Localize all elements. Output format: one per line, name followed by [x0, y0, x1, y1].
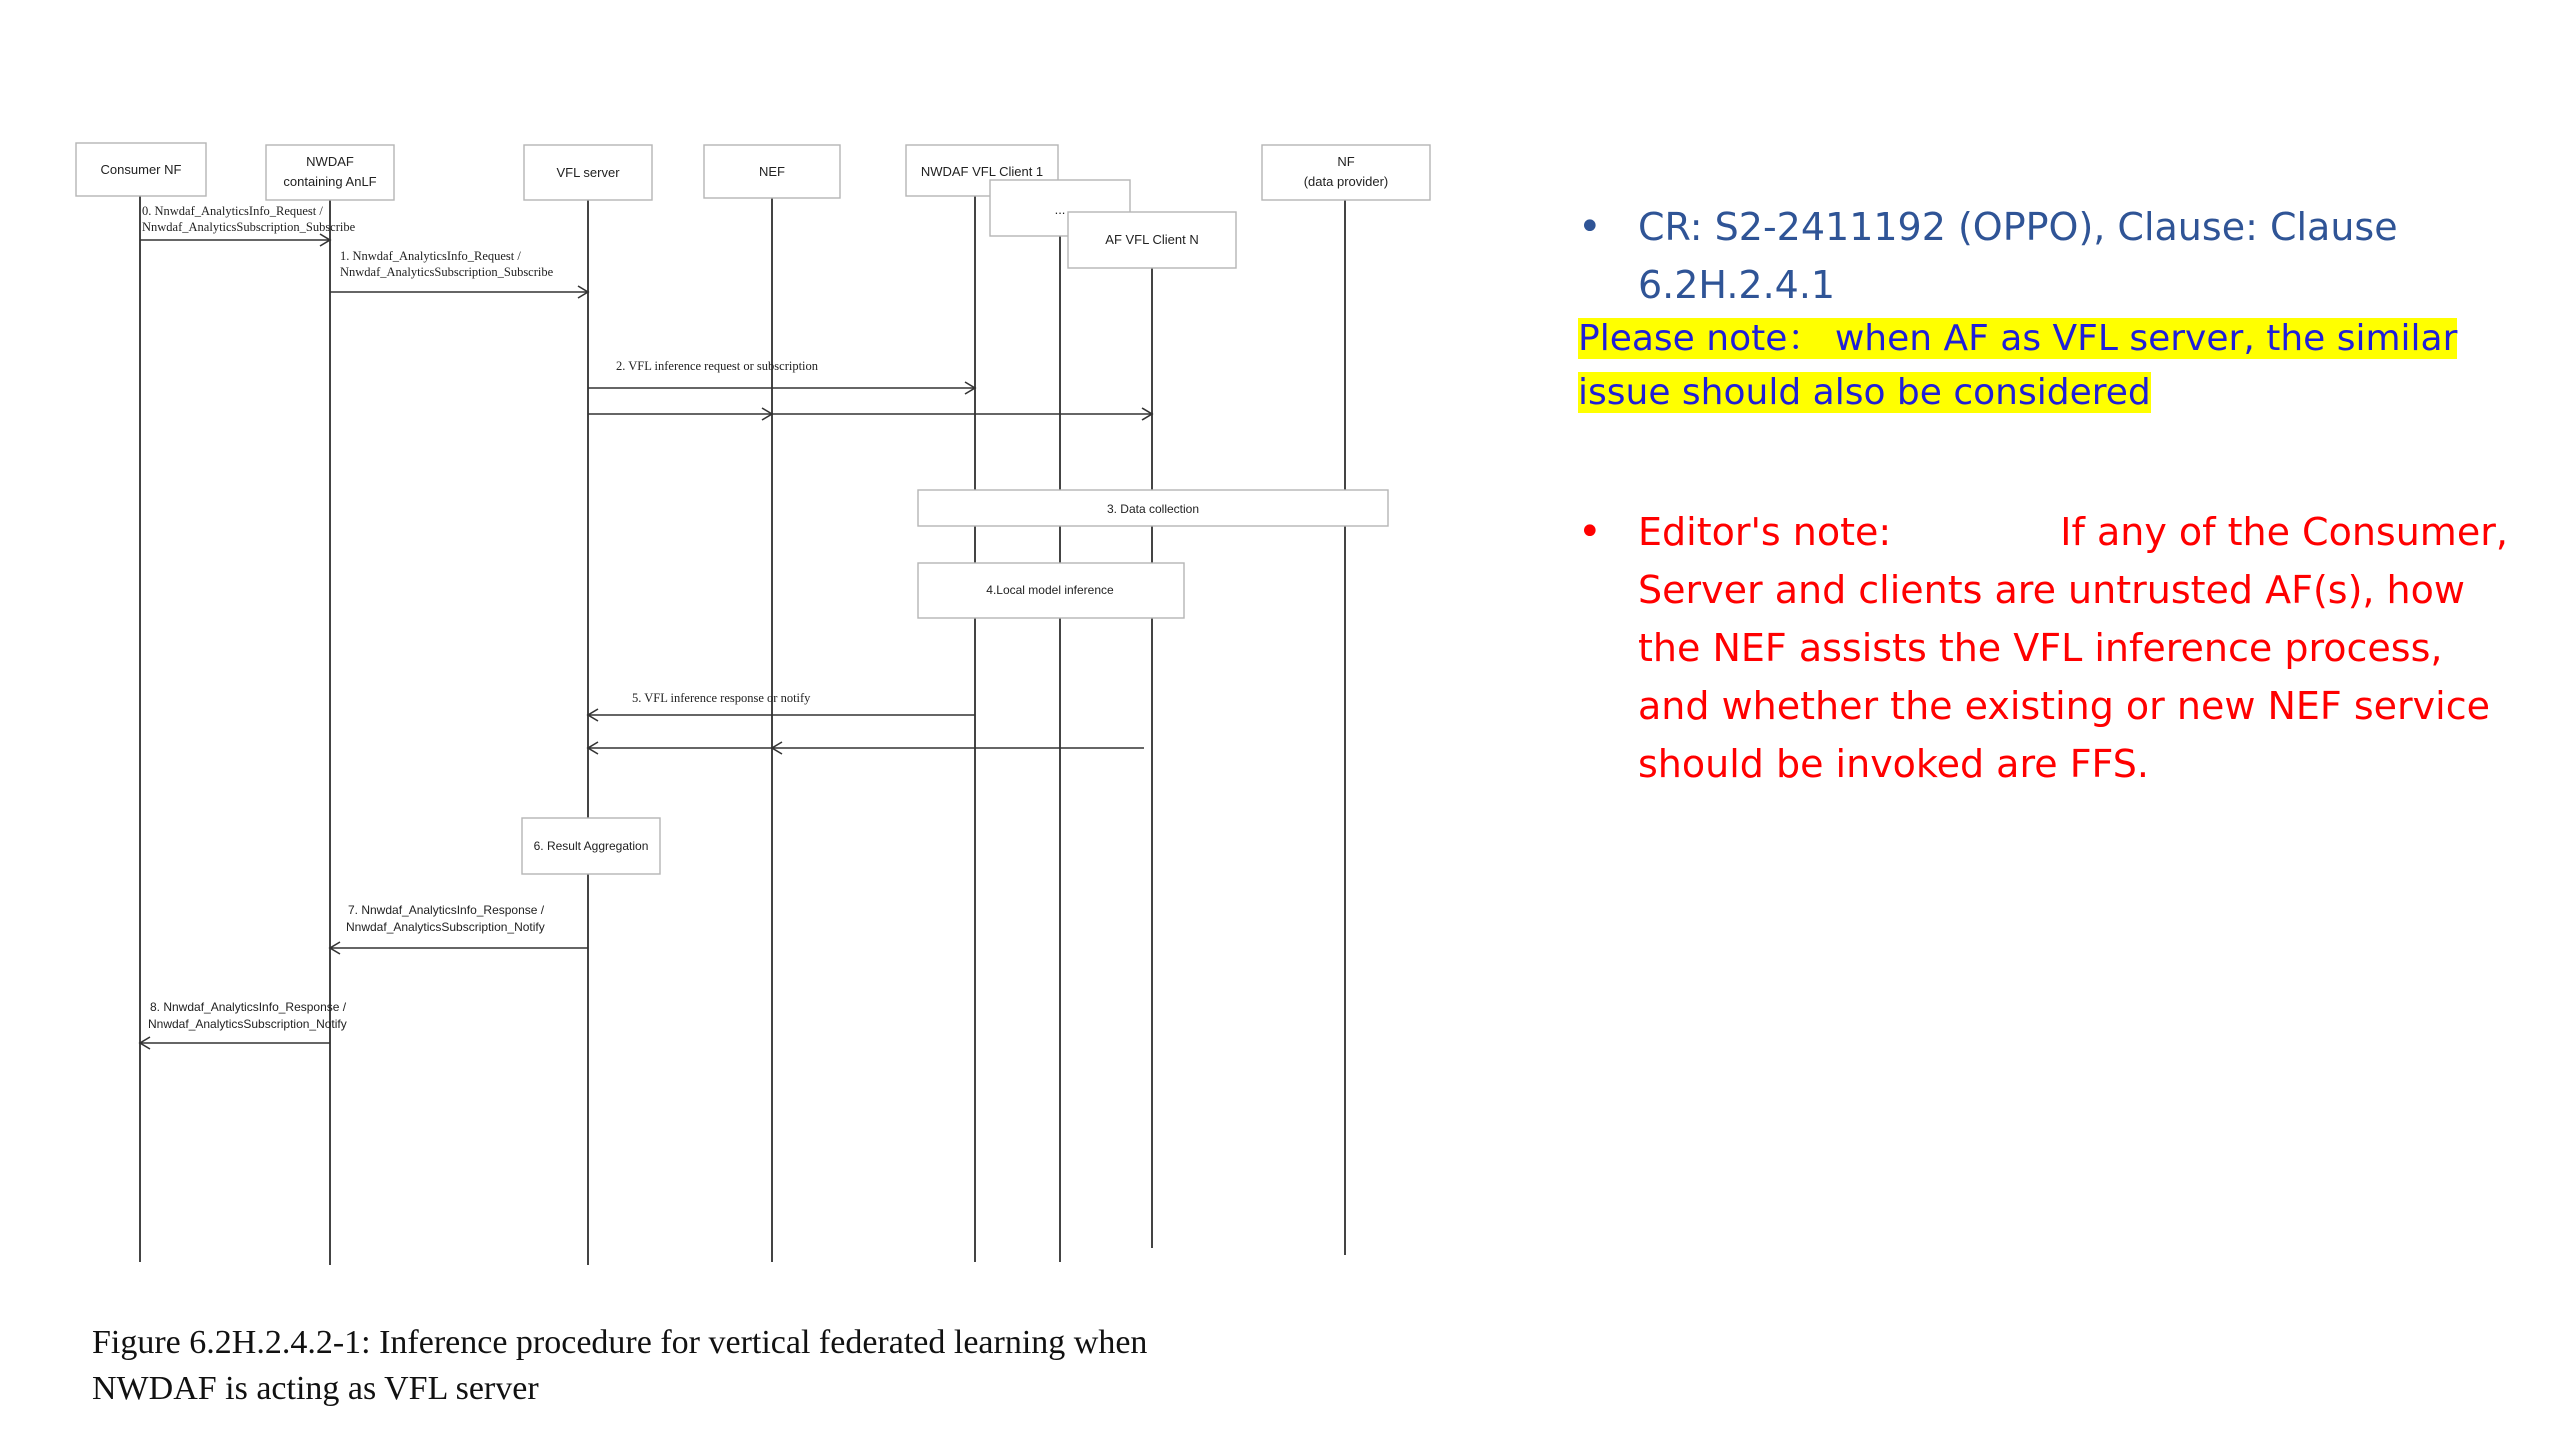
message-8: [140, 1000, 347, 1049]
message-0: [140, 204, 356, 246]
participant-nef: [704, 145, 840, 198]
message-label: 2. VFL inference request or subscription: [616, 359, 819, 373]
participant-label: NWDAF: [306, 154, 354, 169]
participant-label: VFL server: [556, 165, 620, 180]
step-6-result-aggregation: [522, 818, 660, 874]
step-3-data-collection: [918, 490, 1388, 526]
bullet-marker: •: [1578, 509, 1602, 555]
step-label: 3. Data collection: [1106, 502, 1200, 516]
caption-line-1: Figure 6.2H.2.4.2-1: Inference procedure for vertical federated learning when: [92, 1324, 1148, 1361]
participant-label: AF VFL Client N: [1105, 232, 1199, 247]
highlighted-note: [1578, 312, 2538, 420]
participant-label: NWDAF VFL Client 1: [920, 164, 1044, 179]
step-4-local-model-inference: [918, 563, 1184, 618]
participant-nwdaf: [266, 145, 394, 200]
participant-label: (data provider): [1303, 174, 1389, 189]
caption-line-2: NWDAF is acting as VFL server: [92, 1370, 539, 1407]
participant-consumer-nf: [76, 143, 206, 196]
message-label: Nnwdaf_AnalyticsSubscription_Subscribe: [340, 265, 554, 279]
editors-note-text: Editor's note: If any of the Consumer, Server and clients are untrusted AF(s), how the NEF assists the VFL inference process, and whether the existing or new NEF service should be invoked are FFS.: [1638, 510, 2520, 786]
figure-caption: [92, 1320, 1392, 1412]
message-label: 5. VFL inference response or notify: [632, 691, 811, 705]
bullet-marker: •: [1578, 204, 1602, 250]
editors-note-bullet: [1578, 503, 2520, 793]
message-5a: [588, 691, 975, 721]
participant-label: ...: [1054, 202, 1066, 217]
message-1: [330, 249, 588, 298]
message-label: 1. Nnwdaf_AnalyticsInfo_Request /: [340, 249, 521, 263]
message-2a: [588, 359, 975, 394]
message-label: Nnwdaf_AnalyticsSubscription_Subscribe: [142, 220, 356, 234]
message-label: Nnwdaf_AnalyticsSubscription_Notify: [148, 1017, 347, 1031]
message-label: 0. Nnwdaf_AnalyticsInfo_Request /: [142, 204, 323, 218]
participant-vfl-server: [524, 145, 652, 200]
participant-label: NEF: [759, 164, 785, 179]
participant-nf-data-provider: [1262, 145, 1430, 200]
message-label: 7. Nnwdaf_AnalyticsInfo_Response /: [348, 903, 545, 917]
participant-label: containing AnLF: [283, 174, 377, 189]
participant-label: NF: [1337, 154, 1355, 169]
message-label: Nnwdaf_AnalyticsSubscription_Notify: [346, 920, 545, 934]
cr-bullet: [1578, 198, 2478, 314]
cr-text: CR: S2-2411192 (OPPO), Clause: Clause 6.2H.2.4.1: [1638, 205, 2398, 307]
note-line-1: Please note： when AF as VFL server, the similar: [1578, 318, 2458, 359]
message-2b: [588, 408, 1152, 420]
note-line-2: issue should also be considered: [1578, 372, 2151, 413]
step-label: 4.Local model inference: [986, 583, 1114, 597]
participant-label: Consumer NF: [100, 162, 182, 177]
step-label: 6. Result Aggregation: [533, 839, 649, 853]
participant-af-vfl-client-n: [1068, 212, 1236, 268]
message-label: 8. Nnwdaf_AnalyticsInfo_Response /: [150, 1000, 347, 1014]
message-7: [330, 903, 588, 954]
